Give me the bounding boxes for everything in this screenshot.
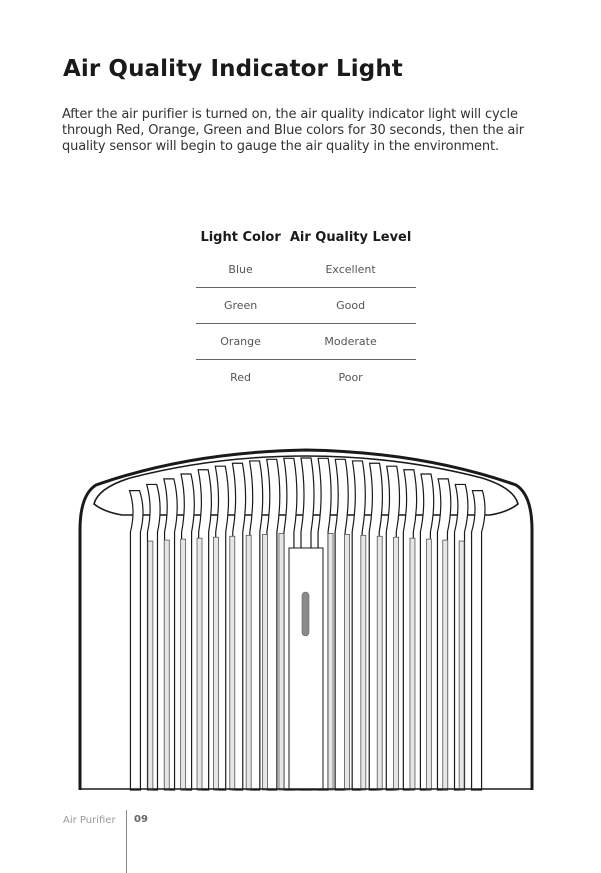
grille-fin (130, 491, 143, 790)
light-color-cell: Blue (228, 263, 253, 276)
grille-slit (377, 536, 382, 790)
footer-page-number: 09 (134, 814, 148, 825)
table-row (196, 252, 416, 288)
quality-level-cell: Poor (285, 360, 416, 396)
grille-slit (230, 536, 235, 790)
grille-slit (410, 538, 415, 790)
light-color-cell: Red (196, 360, 285, 396)
footer-divider (126, 810, 127, 873)
air-purifier-illustration (0, 440, 601, 800)
grille-slit (263, 534, 268, 790)
table-header-row (196, 222, 416, 252)
light-color-cell: Orange (196, 324, 285, 360)
grille-slit (148, 541, 153, 790)
header-light-color: Light Color (200, 229, 281, 245)
table-row (196, 288, 416, 324)
grille-slit (181, 539, 186, 790)
grille-slit (426, 539, 431, 790)
center-panel (289, 548, 323, 790)
page-title: Air Quality Indicator Light (63, 56, 403, 82)
grille-slit (279, 533, 284, 790)
grille-slit (344, 534, 349, 790)
footer-product-name: Air Purifier (63, 815, 116, 826)
table-row (196, 360, 416, 396)
quality-level-cell: Excellent (325, 263, 376, 276)
quality-level-cell: Good (285, 288, 416, 324)
grille-fin (472, 491, 485, 790)
header-air-quality-level: Air Quality Level (289, 229, 412, 245)
light-color-cell: Green (196, 288, 285, 324)
grille-slit (394, 537, 399, 790)
grille-slit (197, 538, 202, 790)
grille-slit (213, 537, 218, 790)
table-row (196, 324, 416, 360)
grille-slit (459, 541, 464, 790)
grille-slit (443, 540, 448, 790)
grille-slit (164, 540, 169, 790)
indicator-light (302, 592, 309, 636)
quality-level-cell: Moderate (285, 324, 416, 360)
grille-slit (328, 533, 333, 790)
grille-slit (361, 535, 366, 790)
grille-slit (246, 535, 251, 790)
intro-paragraph: After the air purifier is turned on, the air quality indicator light will cycle through Red, Orange, Green and Blue colors for 30 seconds, then the air quality sensor will begin to gauge the air quality in the environment. (62, 107, 524, 154)
air-quality-table (196, 222, 416, 395)
